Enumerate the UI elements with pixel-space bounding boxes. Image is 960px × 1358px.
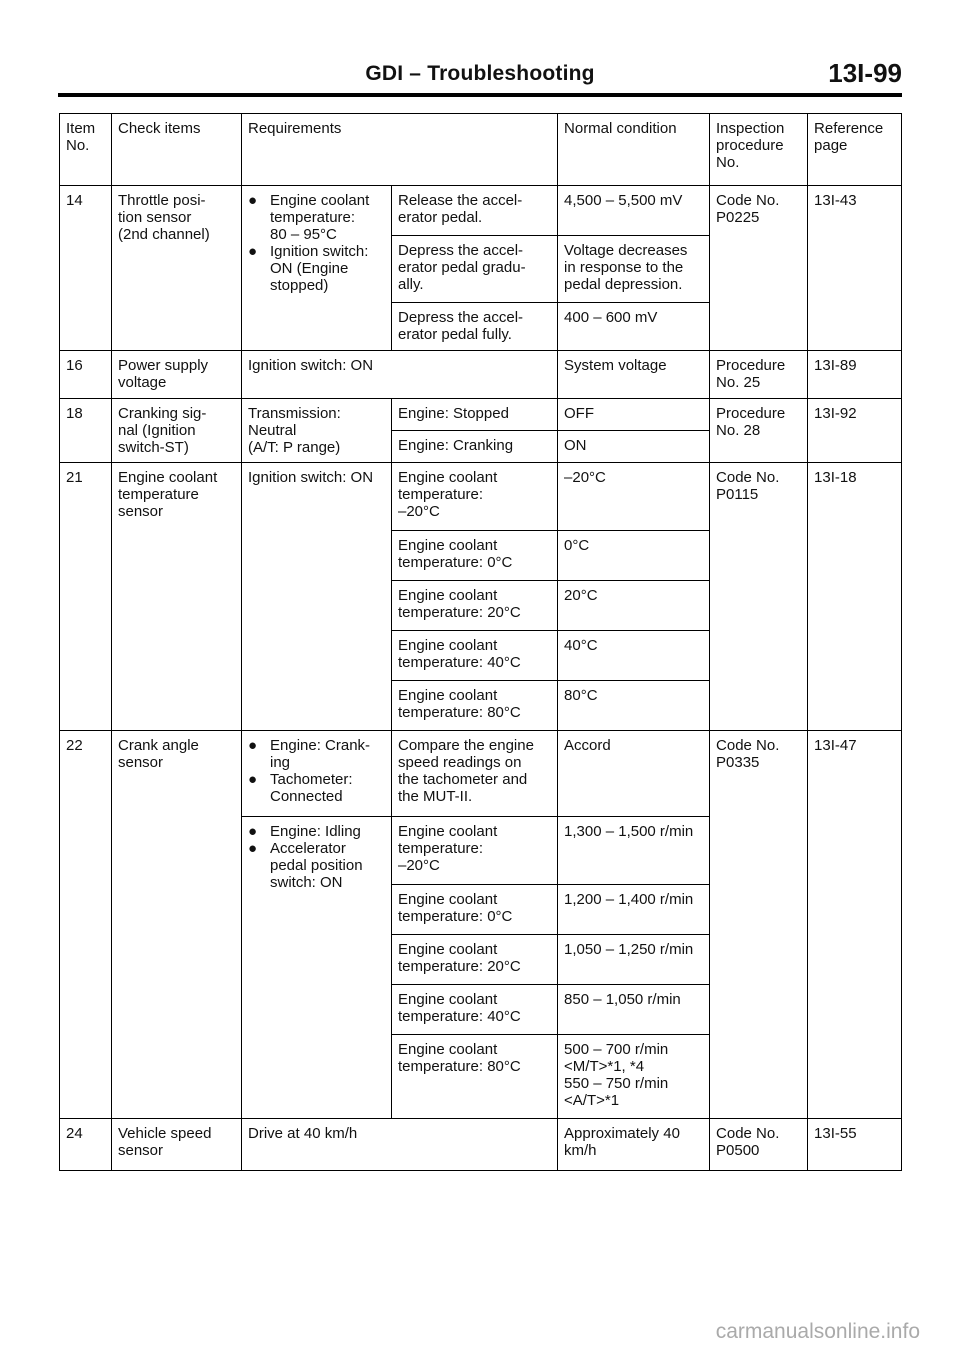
table-row xyxy=(60,463,902,531)
inspection-procedure: Code No. P0225 xyxy=(710,186,808,351)
requirement: ● Engine: Crank- ing ● Tachometer: Connected xyxy=(242,731,392,817)
check-item: Vehicle speed sensor xyxy=(112,1119,242,1171)
condition: Engine coolant temperature: –20°C xyxy=(392,463,558,531)
requirement-line: Ignition switch: ON (Engine stopped) xyxy=(270,243,369,294)
normal-value: 4,500 – 5,500 mV xyxy=(558,186,710,236)
reference-page: 13I-43 xyxy=(808,186,902,351)
watermark: carmanualsonline.info xyxy=(715,1320,920,1343)
normal-value: 1,200 – 1,400 r/min xyxy=(558,885,710,935)
requirement-line: Accelerator pedal position switch: ON xyxy=(270,840,363,891)
table-row xyxy=(60,351,902,399)
item-no: 24 xyxy=(60,1119,112,1171)
table-header-row xyxy=(60,114,902,186)
item-no: 21 xyxy=(60,463,112,731)
item-no: 16 xyxy=(60,351,112,399)
normal-value: 20°C xyxy=(558,581,710,631)
requirement: Transmission: Neutral (A/T: P range) xyxy=(242,399,392,463)
condition: Engine: Stopped xyxy=(392,399,558,431)
condition: Engine: Cranking xyxy=(392,431,558,463)
inspection-procedure: Code No. P0500 xyxy=(710,1119,808,1171)
normal-value: OFF xyxy=(558,399,710,431)
normal-value: 850 – 1,050 r/min xyxy=(558,985,710,1035)
inspection-procedure: Code No. P0335 xyxy=(710,731,808,1119)
reference-page: 13I-92 xyxy=(808,399,902,463)
normal-value: 40°C xyxy=(558,631,710,681)
condition: Engine coolant temperature: 0°C xyxy=(392,531,558,581)
normal-value: 1,300 – 1,500 r/min xyxy=(558,817,710,885)
normal-value: Voltage decreases in response to the pedal depression. xyxy=(558,236,710,303)
table-row xyxy=(60,399,902,431)
normal-value: 1,050 – 1,250 r/min xyxy=(558,935,710,985)
condition: Engine coolant temperature: 40°C xyxy=(392,985,558,1035)
page-number: 13I-99 xyxy=(828,58,902,88)
table-row xyxy=(60,1119,902,1171)
col-header-requirements: Requirements xyxy=(242,114,558,186)
inspection-procedure: Code No. P0115 xyxy=(710,463,808,731)
condition: Engine coolant temperature: 20°C xyxy=(392,581,558,631)
reference-page: 13I-47 xyxy=(808,731,902,1119)
condition: Engine coolant temperature: 80°C xyxy=(392,1035,558,1119)
condition: Engine coolant temperature: 20°C xyxy=(392,935,558,985)
col-header-check-items: Check items xyxy=(112,114,242,186)
normal-value: 500 – 700 r/min <M/T>*1, *4 550 – 750 r/min <A/T>*1 xyxy=(558,1035,710,1119)
check-item: Engine coolant temperature sensor xyxy=(112,463,242,731)
normal-value: 0°C xyxy=(558,531,710,581)
condition: Release the accel- erator pedal. xyxy=(392,186,558,236)
col-header-normal-condition: Normal condition xyxy=(558,114,710,186)
inspection-procedure: Procedure No. 25 xyxy=(710,351,808,399)
requirement: Ignition switch: ON xyxy=(242,463,392,731)
condition: Engine coolant temperature: 0°C xyxy=(392,885,558,935)
requirement: Ignition switch: ON xyxy=(242,351,558,399)
inspection-procedure: Procedure No. 28 xyxy=(710,399,808,463)
condition: Engine coolant temperature: –20°C xyxy=(392,817,558,885)
requirement-line: Tachometer: Connected xyxy=(270,771,353,805)
col-header-reference-page: Reference page xyxy=(808,114,902,186)
header-rule xyxy=(58,93,902,97)
condition: Depress the accel- erator pedal gradu- ally. xyxy=(392,236,558,303)
reference-page: 13I-18 xyxy=(808,463,902,731)
normal-value: Approximately 40 km/h xyxy=(558,1119,710,1171)
col-header-item: Item No. xyxy=(60,114,112,186)
item-no: 22 xyxy=(60,731,112,1119)
requirement-line: Engine: Crank- ing xyxy=(270,737,371,771)
normal-value: 80°C xyxy=(558,681,710,731)
item-no: 14 xyxy=(60,186,112,351)
requirement: ● Engine: Idling ● Accelerator pedal position switch: ON xyxy=(242,817,392,1119)
reference-page: 13I-55 xyxy=(808,1119,902,1171)
condition: Compare the engine speed readings on the tachometer and the MUT-II. xyxy=(392,731,558,817)
item-no: 18 xyxy=(60,399,112,463)
condition: Engine coolant temperature: 40°C xyxy=(392,631,558,681)
requirement-line: Engine: Idling xyxy=(270,823,361,840)
check-item: Cranking sig- nal (Ignition switch-ST) xyxy=(112,399,242,463)
check-item: Power supply voltage xyxy=(112,351,242,399)
page-title: GDI – Troubleshooting xyxy=(365,62,595,85)
troubleshooting-table xyxy=(59,113,902,1171)
condition: Depress the accel- erator pedal fully. xyxy=(392,303,558,351)
normal-value: System voltage xyxy=(558,351,710,399)
check-item: Crank angle sensor xyxy=(112,731,242,1119)
condition: Engine coolant temperature: 80°C xyxy=(392,681,558,731)
table-row xyxy=(60,731,902,817)
requirement: Drive at 40 km/h xyxy=(242,1119,558,1171)
normal-value: –20°C xyxy=(558,463,710,531)
table-row xyxy=(60,186,902,236)
requirement: ● Engine coolant temperature: 80 – 95°C ● Ignition switch: ON (Engine stopped) xyxy=(242,186,392,351)
normal-value: ON xyxy=(558,431,710,463)
normal-value: Accord xyxy=(558,731,710,817)
col-header-inspection-procedure: Inspection procedure No. xyxy=(710,114,808,186)
check-item: Throttle posi- tion sensor (2nd channel) xyxy=(112,186,242,351)
reference-page: 13I-89 xyxy=(808,351,902,399)
normal-value: 400 – 600 mV xyxy=(558,303,710,351)
requirement-line: Engine coolant temperature: 80 – 95°C xyxy=(270,192,370,243)
